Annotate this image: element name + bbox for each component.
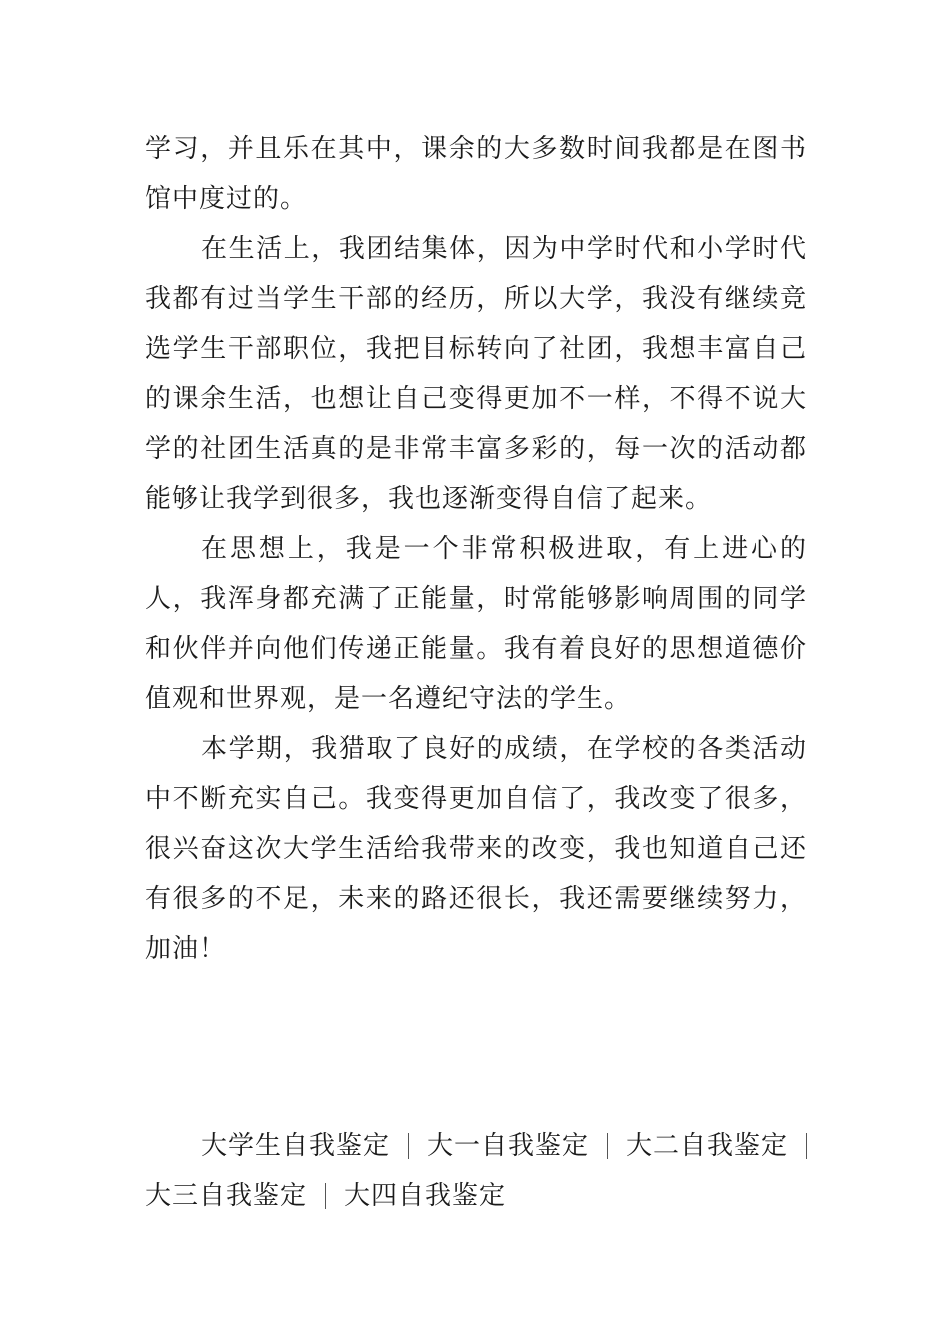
link-senior-self-assessment[interactable]: 大四自我鉴定 xyxy=(344,1181,507,1211)
document-body xyxy=(145,124,807,974)
link-separator xyxy=(325,1183,326,1209)
paragraph-study-continued: 学习，并且乐在其中，课余的大多数时间我都是在图书馆中度过的。 xyxy=(145,134,807,214)
link-junior-self-assessment[interactable]: 大三自我鉴定 xyxy=(145,1181,308,1211)
paragraph-thought: 在思想上，我是一个非常积极进取，有上进心的人，我浑身都充满了正能量，时常能够影响周围的同学和伙伴并向他们传递正能量。我有着良好的思想道德价值观和世界观，是一名遵纪守法的学生。 xyxy=(145,534,807,714)
link-separator xyxy=(607,1133,608,1159)
related-links-footer xyxy=(145,1121,807,1221)
related-links-row-1 xyxy=(145,1121,807,1171)
link-sophomore-self-assessment[interactable]: 大二自我鉴定 xyxy=(625,1131,788,1161)
link-college-self-assessment[interactable]: 大学生自我鉴定 xyxy=(201,1131,391,1161)
paragraph-semester-summary: 本学期，我猎取了良好的成绩，在学校的各类活动中不断充实自己。我变得更加自信了，我改变了很多，很兴奋这次大学生活给我带来的改变，我也知道自己还有很多的不足，未来的路还很长，我还需要继续努力，加油！ xyxy=(145,734,807,964)
link-freshman-self-assessment[interactable]: 大一自我鉴定 xyxy=(426,1131,589,1161)
paragraph-life: 在生活上，我团结集体，因为中学时代和小学时代我都有过当学生干部的经历，所以大学，我没有继续竞选学生干部职位，我把目标转向了社团，我想丰富自己的课余生活，也想让自己变得更加不一样，不得不说大学的社团生活真的是非常丰富多彩的，每一次的活动都能够让我学到很多，我也逐渐变得自信了起来。 xyxy=(145,234,807,514)
link-separator xyxy=(408,1133,409,1159)
link-separator xyxy=(806,1133,807,1159)
related-links-row-2 xyxy=(145,1171,807,1221)
